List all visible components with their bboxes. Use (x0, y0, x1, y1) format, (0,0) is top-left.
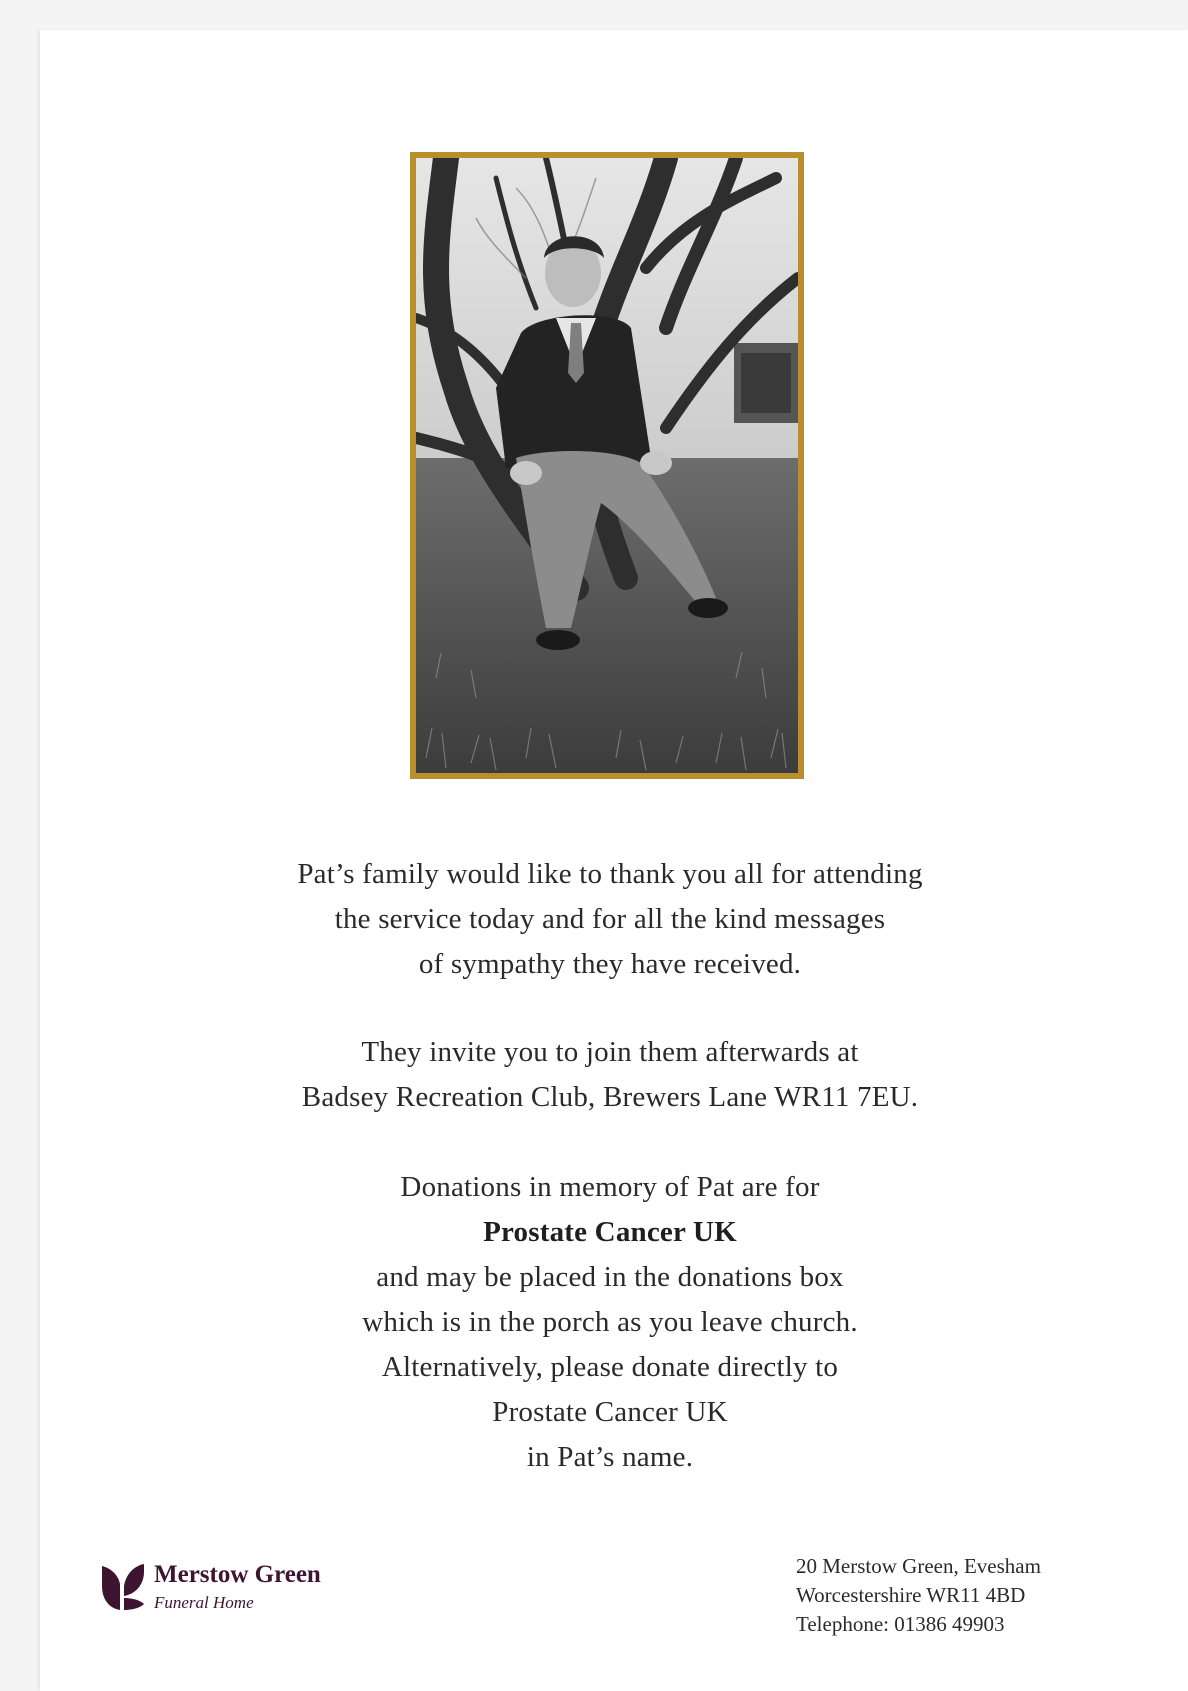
memorial-photo (410, 152, 804, 779)
thanks-message (190, 852, 1030, 987)
invite-message (190, 1030, 1030, 1120)
donation-message (190, 1165, 1030, 1480)
invite-line-2: Badsey Recreation Club, Brewers Lane WR11 7EU. (301, 1081, 919, 1113)
funeral-home-name: Merstow Green (154, 1561, 321, 1588)
thanks-line-2: the service today and for all the kind messages (334, 903, 886, 935)
thanks-line-3: of sympathy they have received. (418, 948, 802, 980)
donation-line-3: Alternatively, please donate directly to (381, 1351, 839, 1383)
tulip-logo-icon (100, 1560, 146, 1612)
address-line-2: Worcestershire WR11 4BD (796, 1583, 1026, 1607)
donation-line-2: which is in the porch as you leave church. (362, 1306, 858, 1338)
donation-line-1: and may be placed in the donations box (376, 1261, 844, 1293)
thanks-line-1: Pat’s family would like to thank you all for attending (297, 858, 923, 890)
donation-intro: Donations in memory of Pat are for (400, 1171, 820, 1203)
address-line-1: 20 Merstow Green, Evesham (796, 1554, 1041, 1578)
funeral-home-address (796, 1552, 1096, 1639)
funeral-home-logo (100, 1557, 420, 1617)
portrait-photo-icon (416, 158, 798, 773)
charity-name: Prostate Cancer UK (483, 1216, 737, 1248)
donation-line-5: in Pat’s name. (526, 1441, 694, 1473)
telephone: Telephone: 01386 49903 (796, 1612, 1005, 1636)
funeral-home-subtitle: Funeral Home (154, 1593, 254, 1612)
invite-line-1: They invite you to join them afterwards at (361, 1036, 859, 1068)
donation-line-4: Prostate Cancer UK (492, 1396, 728, 1428)
